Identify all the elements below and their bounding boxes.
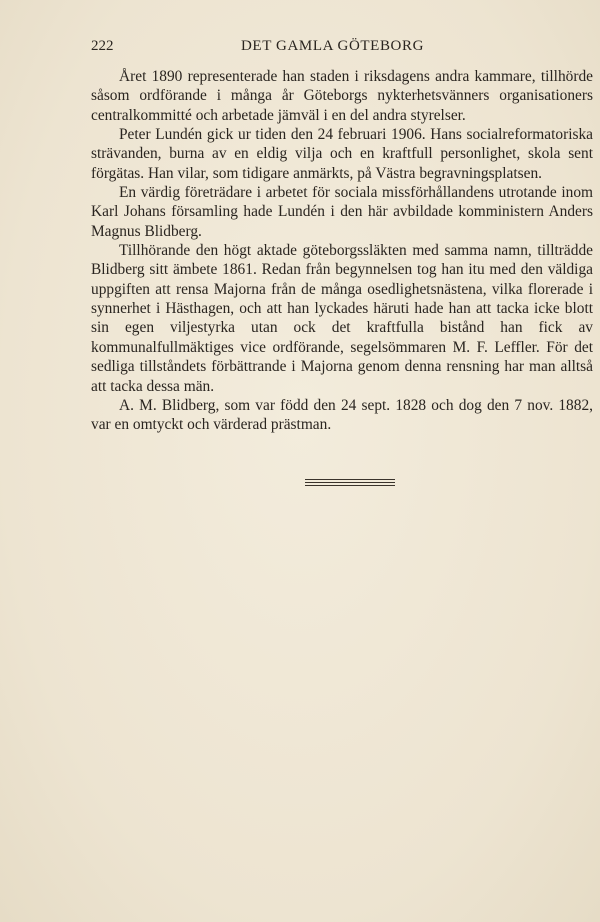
paragraph-blidberg-work: Tillhörande den högt aktade göteborgssläkten med samma namn, tillträdde Blidberg sitt ämbete 1861. Redan från begynnelsen tog han itu med den väldiga uppgiften att rensa Majorna från de många osedlighetsnästena, vilka florerade i synnerhet i Hästhagen, och att han lyckades häruti hade han att tacka icke blott sin egen viljestyrka utan ock det kraftfulla bistånd han fick av kommunalfullmäktiges vice ordförande, segelsömmaren M. F. Leffler. För det sedliga tillståndets förbättrande i Majorna genom denna rensning har man alltså att tacka dessa män. [91,242,593,395]
section-divider [305,479,395,488]
running-title: DET GAMLA GÖTEBORG [241,38,425,54]
divider-line [305,479,395,480]
paragraph-riksdag: Året 1890 representerade han staden i riksdagens andra kammare, tillhörde såsom ordförande i många år Göteborgs nykterhetsvänners organisationers centralkommitté och arbetade jämväl i en del andra styrelser. [91,68,593,124]
divider-line [305,482,395,483]
body-text [91,67,593,435]
paragraph-lunden-death: Peter Lundén gick ur tiden den 24 februari 1906. Hans socialreformatoriska strävanden, burna av en eldig vilja och en kraftfull personlighet, skola sent förgätas. Han vilar, som tidigare anmärkts, på Västra begravningsplatsen. [91,126,593,182]
divider-line [305,485,395,486]
page-header [91,38,551,58]
page-number: 222 [91,38,114,54]
paragraph-blidberg-dates: A. M. Blidberg, som var född den 24 sept. 1828 och dog den 7 nov. 1882, var en omtyckt och värderad prästman. [91,396,593,434]
paragraph-blidberg-intro: En värdig företrädare i arbetet för sociala missförhållandens utrotande inom Karl Johans församling hade Lundén i den här avbildade komministern Anders Magnus Blidberg. [91,184,593,240]
